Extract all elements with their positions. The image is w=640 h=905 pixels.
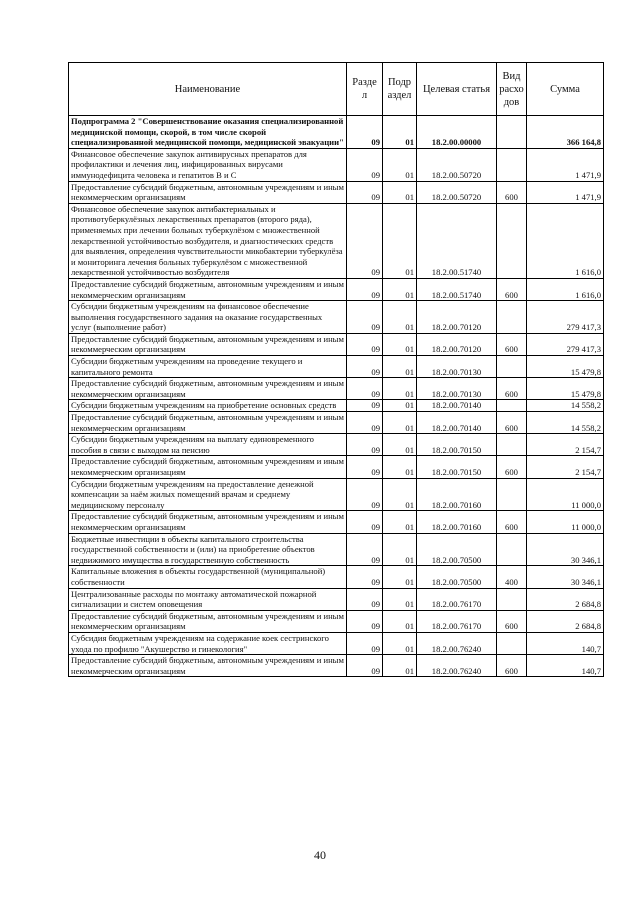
cell-sum: 366 164,8 xyxy=(527,116,604,149)
table-row xyxy=(69,566,604,588)
table-row xyxy=(69,301,604,334)
cell-vid: 600 xyxy=(497,655,527,677)
cell-name: Предоставление субсидий бюджетным, автономным учреждениям и иным некоммерческим организациям xyxy=(69,511,347,533)
header-name: Наименование xyxy=(69,63,347,116)
cell-sum: 11 000,0 xyxy=(527,511,604,533)
cell-target: 18.2.00.76240 xyxy=(417,655,497,677)
header-vid: Вид расхо дов xyxy=(497,63,527,116)
cell-target: 18.2.00.76170 xyxy=(417,588,497,610)
cell-target: 18.2.00.50720 xyxy=(417,181,497,203)
cell-vid: 400 xyxy=(497,566,527,588)
cell-razdel: 09 xyxy=(347,148,383,181)
cell-name: Предоставление субсидий бюджетным, автономным учреждениям и иным некоммерческим организациям xyxy=(69,333,347,355)
cell-razdel: 09 xyxy=(347,301,383,334)
cell-name: Предоставление субсидий бюджетным, автономным учреждениям и иным некоммерческим организациям xyxy=(69,412,347,434)
cell-sum: 1 616,0 xyxy=(527,203,604,278)
table-row xyxy=(69,434,604,456)
budget-table xyxy=(68,62,604,677)
cell-name: Субсидии бюджетным учреждениям на приобретение основных средств xyxy=(69,400,347,412)
table-row xyxy=(69,356,604,378)
cell-vid xyxy=(497,116,527,149)
cell-name: Бюджетные инвестиции в объекты капитального строительства государственной собственности и (или) на приобретение объектов недвижимого имущества в государственную собственность xyxy=(69,533,347,566)
cell-vid: 600 xyxy=(497,333,527,355)
cell-vid: 600 xyxy=(497,412,527,434)
cell-vid xyxy=(497,148,527,181)
cell-target: 18.2.00.51740 xyxy=(417,203,497,278)
cell-vid xyxy=(497,632,527,654)
cell-name: Субсидия бюджетным учреждениям на содержание коек сестринского ухода по профилю "Акушерство и гинекология" xyxy=(69,632,347,654)
cell-podrazdel: 01 xyxy=(383,378,417,400)
cell-vid: 600 xyxy=(497,181,527,203)
header-razdel: Разде л xyxy=(347,63,383,116)
cell-razdel: 09 xyxy=(347,203,383,278)
cell-sum: 15 479,8 xyxy=(527,378,604,400)
cell-vid: 600 xyxy=(497,456,527,478)
cell-razdel: 09 xyxy=(347,588,383,610)
cell-name: Субсидии бюджетным учреждениям на предоставление денежной компенсации за наём жилых помещений врачам и среднему медицинскому персоналу xyxy=(69,478,347,511)
cell-podrazdel: 01 xyxy=(383,632,417,654)
cell-target: 18.2.00.70140 xyxy=(417,400,497,412)
cell-razdel: 09 xyxy=(347,181,383,203)
cell-name: Финансовое обеспечение закупок антибактериальных и противотуберкулёзных лекарственных препаратов (второго ряда), применяемых при лечении больных туберкулёзом с множественной лекарственной устойчивостью возбудителя, и диагностических средств для выявления, определения чувствительности микобактерии туберкулёза и мониторинга лечения больных туберкулёзом с множественной лекарственной устойчивостью возбудителя xyxy=(69,203,347,278)
cell-sum: 140,7 xyxy=(527,655,604,677)
cell-vid xyxy=(497,356,527,378)
cell-razdel: 09 xyxy=(347,333,383,355)
cell-sum: 140,7 xyxy=(527,632,604,654)
cell-razdel: 09 xyxy=(347,610,383,632)
table-row xyxy=(69,148,604,181)
cell-name: Предоставление субсидий бюджетным, автономным учреждениям и иным некоммерческим организациям xyxy=(69,456,347,478)
table-body xyxy=(69,116,604,677)
cell-podrazdel: 01 xyxy=(383,116,417,149)
cell-podrazdel: 01 xyxy=(383,655,417,677)
table-row xyxy=(69,412,604,434)
cell-sum: 2 684,8 xyxy=(527,588,604,610)
cell-vid: 600 xyxy=(497,511,527,533)
cell-sum: 1 471,9 xyxy=(527,181,604,203)
cell-razdel: 09 xyxy=(347,655,383,677)
cell-target: 18.2.00.51740 xyxy=(417,278,497,300)
table-row xyxy=(69,632,604,654)
header-target: Целевая статья xyxy=(417,63,497,116)
cell-vid xyxy=(497,588,527,610)
cell-sum: 1 471,9 xyxy=(527,148,604,181)
cell-razdel: 09 xyxy=(347,511,383,533)
cell-vid: 600 xyxy=(497,610,527,632)
table-row xyxy=(69,203,604,278)
cell-name: Предоставление субсидий бюджетным, автономным учреждениям и иным некоммерческим организациям xyxy=(69,378,347,400)
cell-vid: 600 xyxy=(497,278,527,300)
cell-target: 18.2.00.70130 xyxy=(417,356,497,378)
cell-podrazdel: 01 xyxy=(383,356,417,378)
cell-podrazdel: 01 xyxy=(383,434,417,456)
cell-sum: 279 417,3 xyxy=(527,301,604,334)
cell-name: Предоставление субсидий бюджетным, автономным учреждениям и иным некоммерческим организациям xyxy=(69,181,347,203)
cell-sum: 14 558,2 xyxy=(527,412,604,434)
cell-sum: 30 346,1 xyxy=(527,566,604,588)
cell-sum: 279 417,3 xyxy=(527,333,604,355)
cell-podrazdel: 01 xyxy=(383,148,417,181)
header-podrazdel: Подр аздел xyxy=(383,63,417,116)
cell-vid xyxy=(497,301,527,334)
cell-podrazdel: 01 xyxy=(383,566,417,588)
cell-podrazdel: 01 xyxy=(383,533,417,566)
cell-razdel: 09 xyxy=(347,456,383,478)
cell-razdel: 09 xyxy=(347,434,383,456)
cell-sum: 2 154,7 xyxy=(527,456,604,478)
cell-sum: 30 346,1 xyxy=(527,533,604,566)
table-row xyxy=(69,511,604,533)
cell-vid xyxy=(497,533,527,566)
cell-razdel: 09 xyxy=(347,632,383,654)
cell-podrazdel: 01 xyxy=(383,588,417,610)
cell-razdel: 09 xyxy=(347,278,383,300)
cell-target: 18.2.00.76240 xyxy=(417,632,497,654)
table-row xyxy=(69,478,604,511)
cell-target: 18.2.00.70500 xyxy=(417,533,497,566)
cell-razdel: 09 xyxy=(347,356,383,378)
cell-razdel: 09 xyxy=(347,478,383,511)
table-row xyxy=(69,588,604,610)
cell-podrazdel: 01 xyxy=(383,333,417,355)
cell-podrazdel: 01 xyxy=(383,478,417,511)
cell-target: 18.2.00.70150 xyxy=(417,434,497,456)
cell-razdel: 09 xyxy=(347,412,383,434)
table-row xyxy=(69,278,604,300)
cell-vid xyxy=(497,478,527,511)
cell-vid: 600 xyxy=(497,378,527,400)
cell-razdel: 09 xyxy=(347,116,383,149)
cell-podrazdel: 01 xyxy=(383,412,417,434)
cell-vid xyxy=(497,203,527,278)
cell-target: 18.2.00.76170 xyxy=(417,610,497,632)
cell-name: Финансовое обеспечение закупок антивирусных препаратов для профилактики и лечения лиц, инфицированных вирусами иммунодефицита человека и гепатитов В и С xyxy=(69,148,347,181)
cell-target: 18.2.00.70140 xyxy=(417,412,497,434)
cell-podrazdel: 01 xyxy=(383,181,417,203)
cell-name: Субсидии бюджетным учреждениям на финансовое обеспечение выполнения государственного задания на оказание государственных услуг (выполнение работ) xyxy=(69,301,347,334)
cell-target: 18.2.00.70160 xyxy=(417,478,497,511)
cell-sum: 14 558,2 xyxy=(527,400,604,412)
cell-sum: 1 616,0 xyxy=(527,278,604,300)
cell-podrazdel: 01 xyxy=(383,456,417,478)
cell-podrazdel: 01 xyxy=(383,203,417,278)
table-row xyxy=(69,378,604,400)
cell-podrazdel: 01 xyxy=(383,301,417,334)
cell-name: Субсидии бюджетным учреждениям на проведение текущего и капитального ремонта xyxy=(69,356,347,378)
table-header-row xyxy=(69,63,604,116)
cell-target: 18.2.00.70120 xyxy=(417,301,497,334)
cell-razdel: 09 xyxy=(347,400,383,412)
cell-razdel: 09 xyxy=(347,378,383,400)
cell-target: 18.2.00.70120 xyxy=(417,333,497,355)
cell-target: 18.2.00.70150 xyxy=(417,456,497,478)
cell-podrazdel: 01 xyxy=(383,400,417,412)
table-row xyxy=(69,610,604,632)
cell-razdel: 09 xyxy=(347,566,383,588)
cell-podrazdel: 01 xyxy=(383,511,417,533)
cell-target: 18.2.00.70130 xyxy=(417,378,497,400)
cell-name: Централизованные расходы по монтажу автоматической пожарной сигнализации и систем оповещения xyxy=(69,588,347,610)
page-number: 40 xyxy=(314,848,326,862)
table-row xyxy=(69,655,604,677)
cell-name: Предоставление субсидий бюджетным, автономным учреждениям и иным некоммерческим организациям xyxy=(69,655,347,677)
table-row xyxy=(69,456,604,478)
cell-sum: 11 000,0 xyxy=(527,478,604,511)
cell-target: 18.2.00.00000 xyxy=(417,116,497,149)
cell-name: Предоставление субсидий бюджетным, автономным учреждениям и иным некоммерческим организациям xyxy=(69,278,347,300)
cell-razdel: 09 xyxy=(347,533,383,566)
cell-name: Субсидии бюджетным учреждениям на выплату единовременного пособия в связи с выходом на пенсию xyxy=(69,434,347,456)
table-row xyxy=(69,116,604,149)
table-row xyxy=(69,333,604,355)
cell-podrazdel: 01 xyxy=(383,610,417,632)
table-row xyxy=(69,181,604,203)
cell-sum: 2 154,7 xyxy=(527,434,604,456)
header-sum: Сумма xyxy=(527,63,604,116)
cell-podrazdel: 01 xyxy=(383,278,417,300)
cell-vid xyxy=(497,434,527,456)
cell-vid xyxy=(497,400,527,412)
cell-name: Предоставление субсидий бюджетным, автономным учреждениям и иным некоммерческим организациям xyxy=(69,610,347,632)
cell-target: 18.2.00.70160 xyxy=(417,511,497,533)
table-row xyxy=(69,533,604,566)
cell-sum: 2 684,8 xyxy=(527,610,604,632)
cell-target: 18.2.00.50720 xyxy=(417,148,497,181)
cell-name: Капитальные вложения в объекты государственной (муниципальной) собственности xyxy=(69,566,347,588)
cell-name: Подпрограмма 2 "Совершенствование оказания специализированной медицинской помощи, скорой, в том числе скорой специализированной медицинской помощи, медицинской эвакуации" xyxy=(69,116,347,149)
table-row xyxy=(69,400,604,412)
cell-target: 18.2.00.70500 xyxy=(417,566,497,588)
cell-sum: 15 479,8 xyxy=(527,356,604,378)
